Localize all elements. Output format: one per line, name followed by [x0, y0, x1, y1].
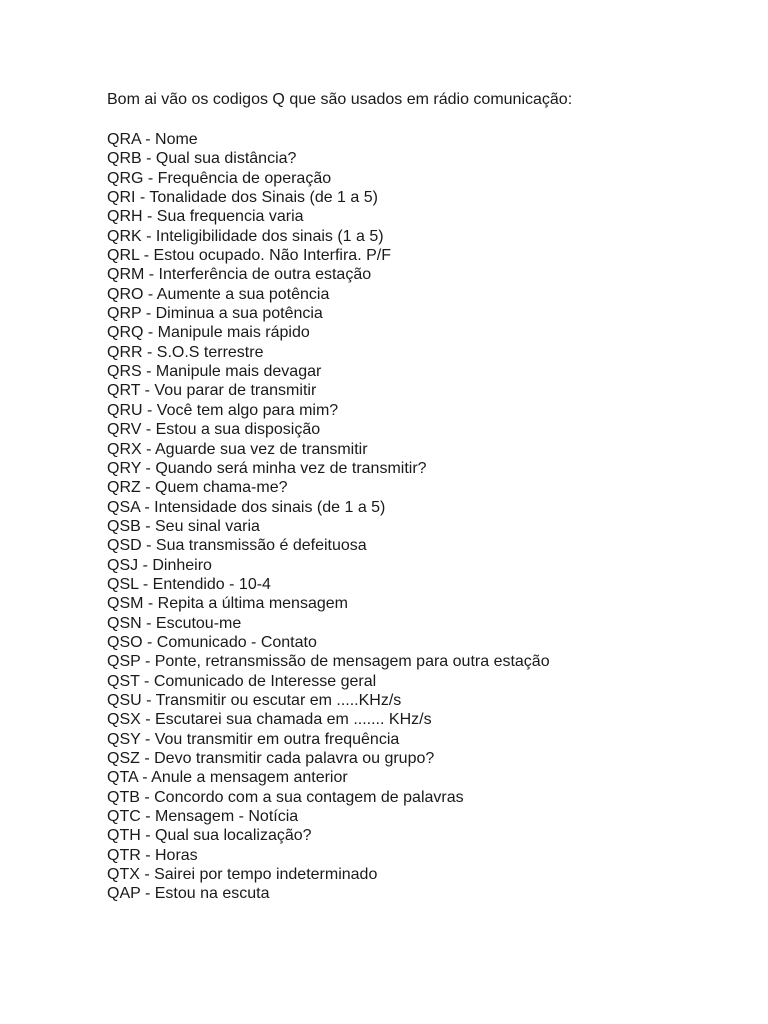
- q-code-item: QTB - Concordo com a sua contagem de palavras: [107, 788, 464, 806]
- q-code-item: QRZ - Quem chama-me?: [107, 479, 288, 497]
- q-code-item: QRO - Aumente a sua potência: [107, 285, 330, 303]
- q-code-item: QRP - Diminua a sua potência: [107, 305, 323, 323]
- q-code-item: QRK - Inteligibilidade dos sinais (1 a 5): [107, 227, 384, 245]
- q-code-item: QRA - Nome: [107, 131, 198, 148]
- q-code-item: QRH - Sua frequencia varia: [107, 208, 304, 226]
- q-code-item: QRY - Quando será minha vez de transmitir?: [107, 459, 427, 477]
- q-code-item: QRT - Vou parar de transmitir: [107, 382, 317, 400]
- q-code-list: [107, 130, 550, 904]
- q-code-item: QSP - Ponte, retransmissão de mensagem para outra estação: [107, 653, 550, 671]
- q-code-item: QAP - Estou na escuta: [107, 885, 270, 903]
- q-code-item: QRV - Estou a sua disposição: [107, 421, 321, 439]
- q-code-item: QSZ - Devo transmitir cada palavra ou grupo?: [107, 750, 435, 767]
- q-code-item: QRL - Estou ocupado. Não Interfira. P/F: [107, 247, 391, 265]
- q-code-item: QRQ - Manipule mais rápido: [107, 324, 310, 342]
- q-code-item: QRB - Qual sua distância?: [107, 150, 297, 168]
- q-code-item: QRR - S.O.S terrestre: [107, 343, 264, 361]
- q-code-item: QTR - Horas: [107, 846, 198, 864]
- q-code-item: QSL - Entendido - 10-4: [107, 575, 271, 593]
- q-code-item: QTH - Qual sua localização?: [107, 827, 312, 845]
- q-code-item: QSY - Vou transmitir em outra frequência: [107, 730, 400, 748]
- q-code-item: QSJ - Dinheiro: [107, 556, 212, 574]
- q-code-item: QRS - Manipule mais devagar: [107, 363, 322, 381]
- q-code-item: QRI - Tonalidade dos Sinais (de 1 a 5): [107, 189, 378, 207]
- q-code-item: QSO - Comunicado - Contato: [107, 633, 317, 651]
- q-code-item: QTA - Anule a mensagem anterior: [107, 769, 348, 787]
- intro-text: Bom ai vão os codigos Q que são usados em rádio comunicação:: [107, 91, 573, 108]
- q-code-item: QST - Comunicado de Interesse geral: [107, 672, 377, 690]
- q-code-item: QRX - Aguarde sua vez de transmitir: [107, 440, 368, 458]
- q-code-item: QSM - Repita a última mensagem: [107, 595, 348, 613]
- q-code-item: QTX - Sairei por tempo indeterminado: [107, 866, 378, 884]
- q-code-item: QSD - Sua transmissão é defeituosa: [107, 537, 367, 555]
- q-code-item: QTC - Mensagem - Notícia: [107, 808, 299, 826]
- q-code-item: QRM - Interferência de outra estação: [107, 266, 372, 284]
- q-code-item: QSN - Escutou-me: [107, 614, 242, 632]
- q-code-item: QRU - Você tem algo para mim?: [107, 401, 339, 419]
- q-code-item: QRG - Frequência de operação: [107, 169, 332, 187]
- q-code-item: QSB - Seu sinal varia: [107, 517, 260, 535]
- q-code-item: QSU - Transmitir ou escutar em .....KHz/s: [107, 691, 402, 709]
- q-code-item: QSX - Escutarei sua chamada em ....... KHz/s: [107, 711, 432, 729]
- q-code-item: QSA - Intensidade dos sinais (de 1 a 5): [107, 498, 386, 516]
